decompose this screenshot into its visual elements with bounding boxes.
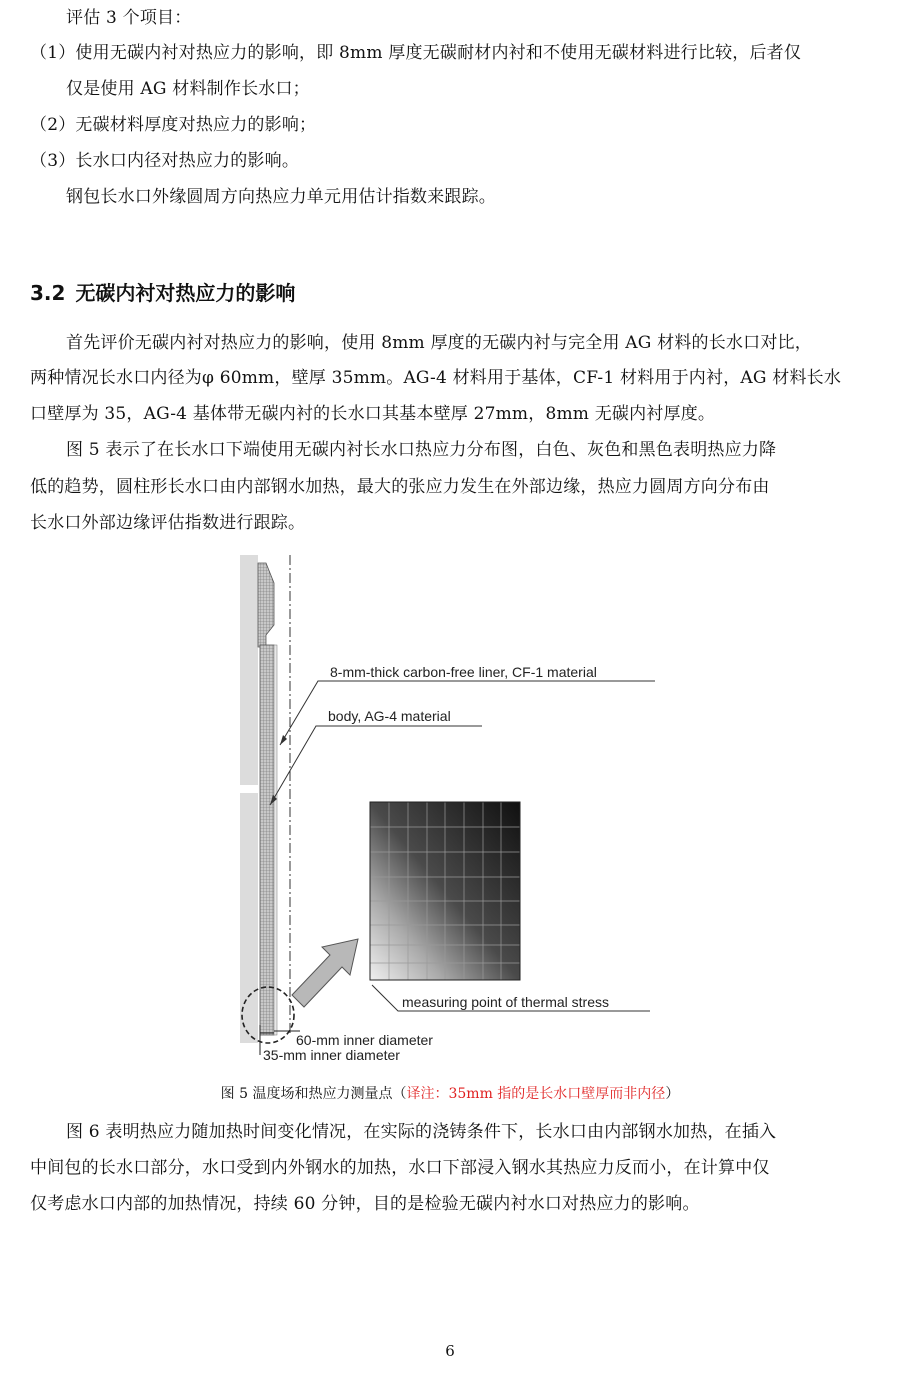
caption-translator-note: 译注：35mm 指的是长水口壁厚而非内径	[406, 1086, 666, 1102]
figure-5	[230, 555, 670, 1067]
caption-close: ）	[665, 1086, 680, 1102]
liner-arrowhead	[280, 735, 287, 745]
nozzle-flange	[258, 563, 274, 647]
measuring-label: measuring point of thermal stress	[402, 994, 609, 1010]
inner-60-label: 60-mm inner diameter	[296, 1032, 433, 1048]
liner-leader	[280, 681, 330, 745]
liner-layer	[274, 645, 277, 1035]
nozzle-lower-bar	[240, 793, 258, 1043]
intro-line: 评估 3 个项目：	[66, 8, 192, 28]
para1-line1: 首先评价无碳内衬对热应力的影响，使用 8mm 厚度的无碳内衬与完全用 AG 材料的长水口对比，	[66, 333, 812, 353]
list-item-1-cont: 仅是使用 AG 材料制作长水口；	[66, 79, 310, 99]
section-number: 3.2	[30, 281, 66, 305]
figure-caption	[0, 1083, 900, 1103]
caption-main: 图 5 温度场和热应力测量点（	[220, 1086, 407, 1102]
para3-line2: 中间包的长水口部分，水口受到内外钢水的加热，水口下部浸入钢水其热应力反而小，在计算中仅	[30, 1158, 770, 1178]
para2-line3: 长水口外部边缘评估指数进行跟踪。	[30, 513, 306, 533]
nozzle-wall	[260, 645, 274, 1035]
para3-line3: 仅考虑水口内部的加热情况，持续 60 分钟，目的是检验无碳内衬水口对热应力的影响。	[30, 1194, 700, 1214]
tracking-line: 钢包长水口外缘圆周方向热应力单元用估计指数来跟踪。	[66, 187, 496, 207]
list-item-2: （2）无碳材料厚度对热应力的影响；	[30, 115, 317, 135]
para1-line2: 两种情况长水口内径为φ 60mm，壁厚 35mm。AG-4 材料用于基体，CF-1 材料用于内衬，AG 材料长水	[30, 368, 842, 388]
list-item-1: （1）使用无碳内衬对热应力的影响，即 8mm 厚度无碳耐材内衬和不使用无碳材料进行比较，后者仅	[30, 43, 802, 63]
para1-line3: 口壁厚为 35，AG-4 基体带无碳内衬的长水口其基本壁厚 27mm，8mm 无碳内衬厚度。	[30, 404, 716, 424]
body-label: body, AG-4 material	[328, 708, 451, 724]
page-number: 6	[445, 1342, 455, 1360]
section-heading	[30, 277, 305, 306]
figure-5-drawing	[230, 555, 670, 1067]
body-leader	[270, 726, 328, 805]
para2-line2: 低的趋势，圆柱形长水口由内部钢水加热，最大的张应力发生在外部边缘，热应力圆周方向分布由	[30, 477, 770, 497]
zoom-arrow	[292, 939, 358, 1007]
para3-line1: 图 6 表明热应力随加热时间变化情况，在实际的浇铸条件下，长水口由内部钢水加热，在插入	[66, 1122, 777, 1142]
liner-label: 8-mm-thick carbon-free liner, CF-1 material	[330, 664, 597, 680]
para2-line1: 图 5 表示了在长水口下端使用无碳内衬长水口热应力分布图，白色、灰色和黑色表明热应力降	[66, 440, 777, 460]
nozzle-upper-bar	[240, 555, 258, 785]
list-item-3: （3）长水口内径对热应力的影响。	[30, 151, 300, 171]
section-title: 无碳内衬对热应力的影响	[75, 281, 296, 305]
inner-35-label: 35-mm inner diameter	[263, 1047, 400, 1063]
